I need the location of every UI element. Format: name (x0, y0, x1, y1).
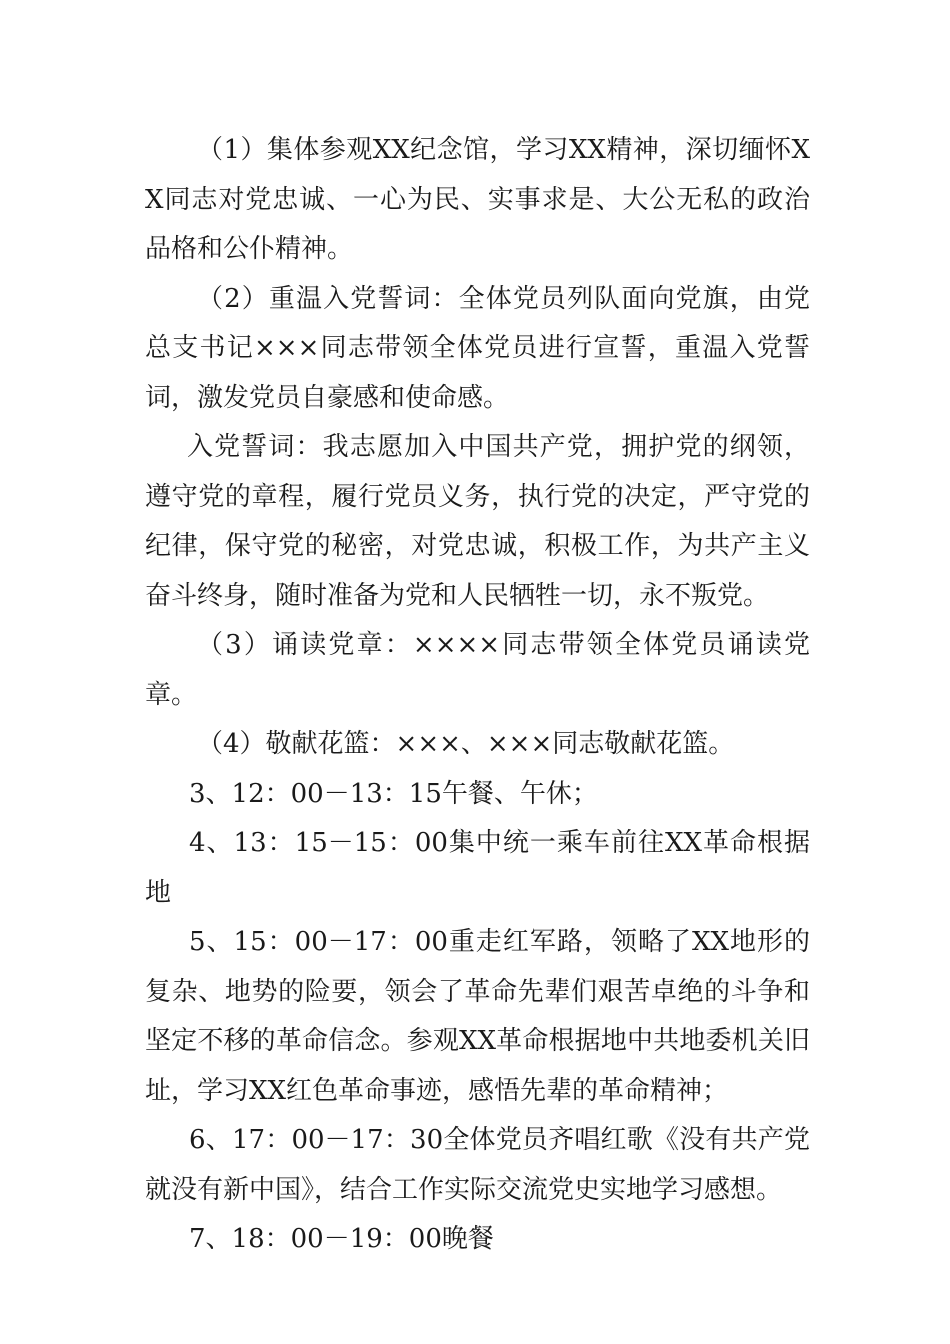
schedule-item-red-army-road: 5、15：00－17：00重走红军路，领略了XX地形的复杂、地势的险要，领会了革命先辈们艰苦卓绝的斗争和坚定不移的革命信念。参观XX革命根据地中共地委机关旧址，学习XX红色革命事迹，感悟先辈的革命精神； (145, 927, 810, 1106)
paragraph-oath-review: （2）重温入党誓词：全体党员列队面向党旗，由党总支书记×××同志带领全体党员进行宣誓，重温入党誓词，激发党员自豪感和使命感。 (145, 283, 810, 413)
schedule-item-dinner: 7、18：00－19：00晚餐 (189, 1224, 494, 1254)
document-body (145, 126, 810, 1265)
schedule-item-travel: 4、13：15－15：00集中统一乘车前往XX革命根据地 (145, 828, 810, 908)
paragraph-read-charter: （3）诵读党章：××××同志带领全体党员诵读党章。 (145, 630, 810, 710)
paragraph-oath-text: 入党誓词：我志愿加入中国共产党，拥护党的纲领，遵守党的章程，履行党员义务，执行党的决定，严守党的纪律，保守党的秘密，对党忠诚，积极工作，为共产主义奋斗终身，随时准备为党和人民牺牲一切，永不叛党。 (145, 432, 810, 611)
paragraph-flower-basket: （4）敬献花篮：×××、×××同志敬献花篮。 (197, 729, 735, 759)
schedule-item-red-songs: 6、17：00－17：30全体党员齐唱红歌《没有共产党就没有新中国》，结合工作实际交流党史实地学习感想。 (145, 1125, 810, 1205)
schedule-item-lunch: 3、12：00－13：15午餐、午休； (189, 778, 598, 809)
paragraph-visit-memorial: （1）集体参观XX纪念馆，学习XX精神，深切缅怀XX同志对党忠诚、一心为民、实事求是、大公无私的政治品格和公仆精神。 (145, 135, 810, 264)
